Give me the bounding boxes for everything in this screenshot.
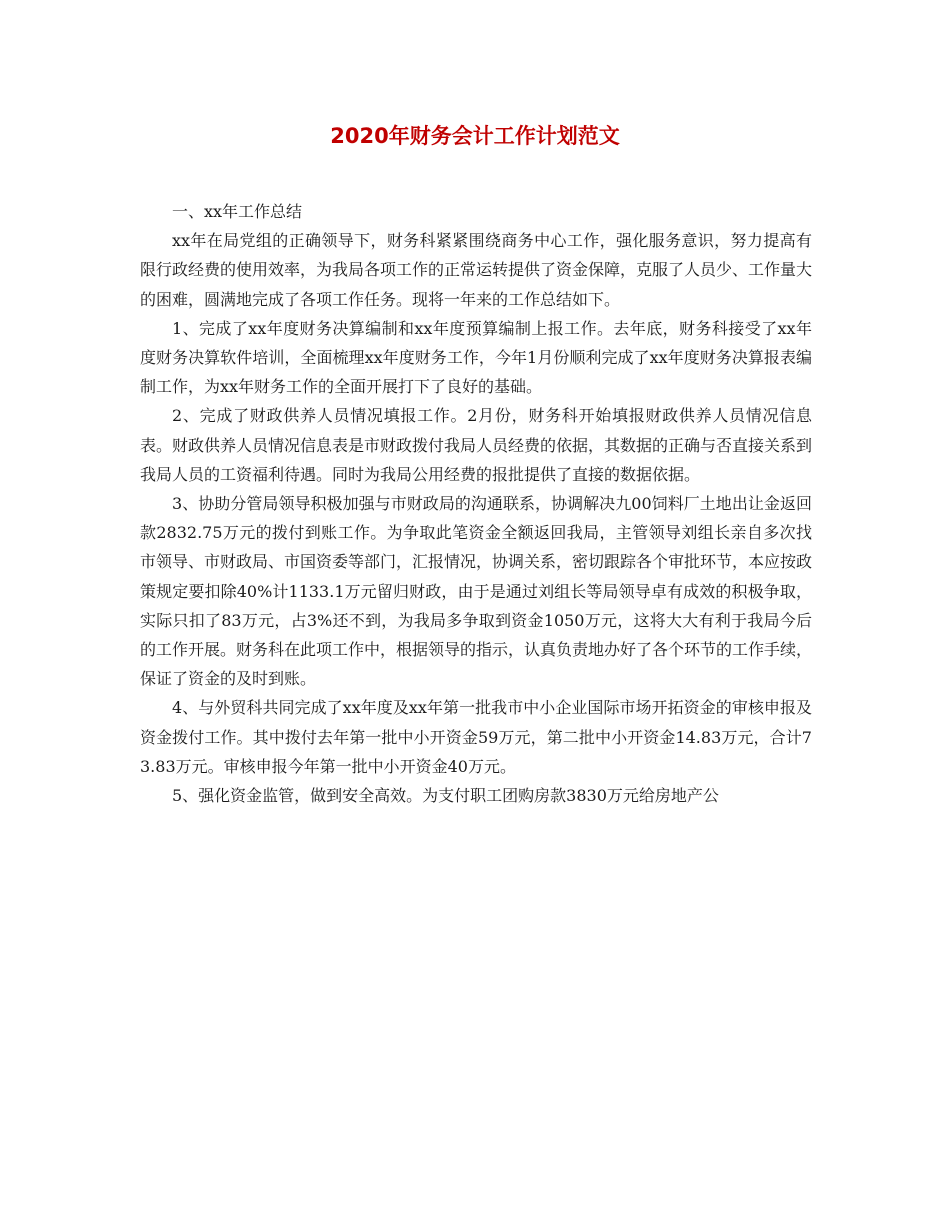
item-paragraph-3: 3、协助分管局领导积极加强与市财政局的沟通联系，协调解决九00饲料厂土地出让金返回款2832.75万元的拨付到账工作。为争取此笔资金全额返回我局，主管领导刘组长亲自多次找市领导、市财政局、市国资委等部门，汇报情况，协调关系，密切跟踪各个审批环节，本应按政策规定要扣除40%计1133.1万元留归财政，由于是通过刘组长等局领导卓有成效的积极争取，实际只扣了83万元，占3%还不到，为我局多争取到资金1050万元，这将大大有利于我局今后的工作开展。财务科在此项工作中，根据领导的指示，认真负责地办好了各个环节的工作手续，保证了资金的及时到账。 (140, 494, 813, 689)
item-paragraph-4: 4、与外贸科共同完成了xx年度及xx年第一批我市中小企业国际市场开拓资金的审核申报及资金拨付工作。其中拨付去年第一批中小开资金59万元，第二批中小开资金14.83万元，合计73.83万元。审核申报今年第一批中小开资金40万元。 (140, 698, 812, 776)
document-title: 2020年财务会计工作计划范文 (330, 124, 620, 148)
document-body (140, 197, 812, 810)
item-paragraph-1: 1、完成了xx年度财务决算编制和xx年度预算编制上报工作。去年底，财务科接受了xx年度财务决算软件培训，全面梳理xx年度财务工作，今年1月份顺利完成了xx年度财务决算报表编制工作，为xx年财务工作的全面开展打下了良好的基础。 (140, 318, 812, 397)
summary-paragraph: xx年在局党组的正确领导下，财务科紧紧围绕商务中心工作，强化服务意识，努力提高有限行政经费的使用效率，为我局各项工作的正常运转提供了资金保障，克服了人员少、工作量大的困难，圆满地完成了各项工作任务。现将一年来的工作总结如下。 (140, 231, 813, 309)
item-paragraph-5: 5、强化资金监管，做到安全高效。为支付职工团购房款3830万元给房地产公 (172, 786, 719, 806)
item-paragraph-2: 2、完成了财政供养人员情况填报工作。2月份，财务科开始填报财政供养人员情况信息表。财政供养人员情况信息表是市财政拨付我局人员经费的依据，其数据的正确与否直接关系到我局人员的工资福利待遇。同时为我局公用经费的报批提供了直接的数据依据。 (140, 406, 813, 484)
section-heading: 一、xx年工作总结 (172, 202, 303, 221)
